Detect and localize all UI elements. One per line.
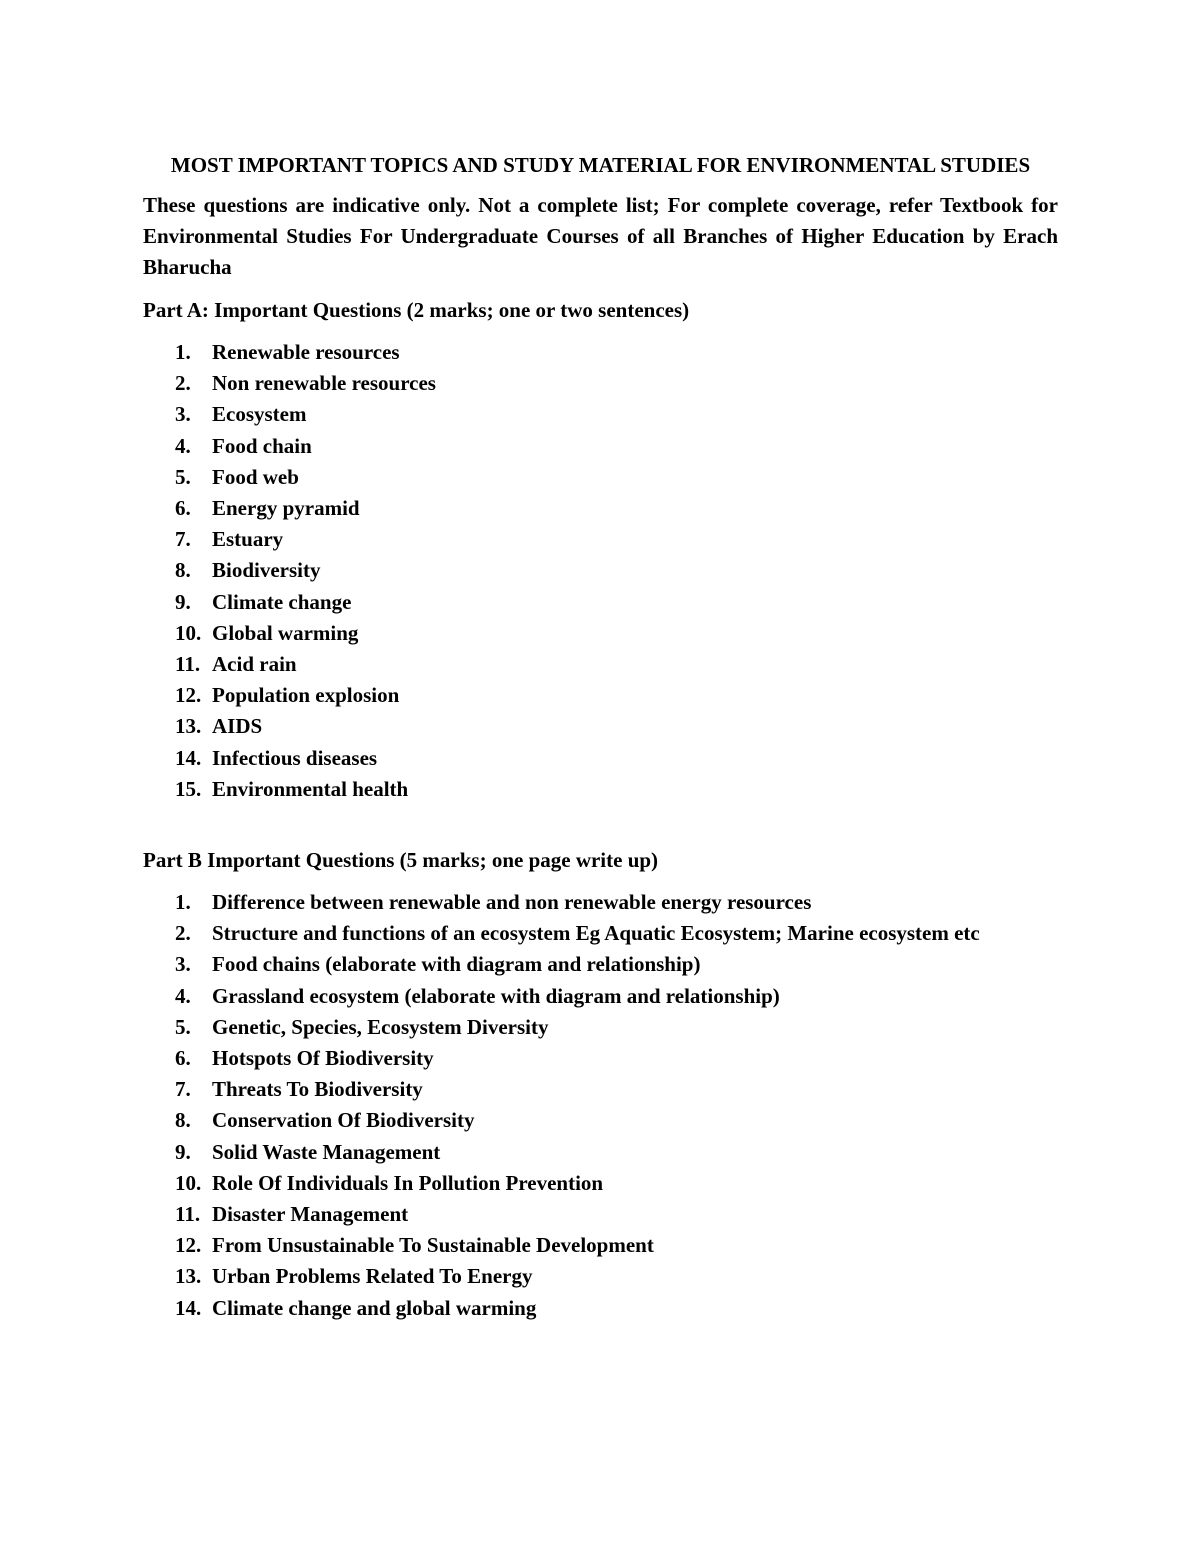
list-item-text: Conservation Of Biodiversity	[212, 1108, 475, 1133]
list-item	[143, 711, 1058, 742]
list-item	[143, 555, 1058, 586]
part-a-list	[143, 337, 1058, 805]
list-item-text: Infectious diseases	[212, 745, 378, 770]
list-item	[143, 918, 1058, 949]
list-item-text: Population explosion	[212, 683, 400, 708]
list-item-number: 10.	[175, 1170, 202, 1195]
list-item	[143, 1293, 1058, 1324]
list-item	[143, 337, 1058, 368]
list-item-text: Acid rain	[212, 652, 297, 677]
list-item-text: Renewable resources	[212, 340, 400, 364]
list-item	[143, 399, 1058, 430]
list-item-number: 5.	[175, 464, 191, 489]
list-item-number: 9.	[175, 1139, 191, 1164]
list-item-number: 4.	[175, 983, 191, 1008]
list-item-number: 13.	[175, 1264, 202, 1289]
list-item-text: Biodiversity	[212, 558, 321, 583]
list-item	[143, 1105, 1058, 1136]
list-item-number: 10.	[175, 620, 202, 645]
list-item	[143, 774, 1058, 805]
list-item-text: Environmental health	[212, 776, 409, 801]
list-item	[143, 368, 1058, 399]
list-item	[143, 1043, 1058, 1074]
list-item-text: Non renewable resources	[212, 371, 436, 396]
list-item	[143, 524, 1058, 555]
list-item	[143, 949, 1058, 980]
list-item-number: 1.	[175, 890, 191, 915]
list-item-text: AIDS	[212, 714, 263, 739]
list-item	[143, 1168, 1058, 1199]
list-item-text: Grassland ecosystem (elaborate with diagram and relationship)	[212, 983, 780, 1008]
list-item	[143, 680, 1058, 711]
list-item-number: 13.	[175, 714, 202, 739]
list-item-number: 2.	[175, 371, 191, 396]
list-item	[143, 618, 1058, 649]
list-item-number: 12.	[175, 1233, 202, 1258]
list-item-text: Role Of Individuals In Pollution Prevention	[212, 1170, 604, 1195]
list-item-text: Estuary	[212, 527, 284, 552]
list-item-text: Food chains (elaborate with diagram and relationship)	[212, 952, 701, 977]
list-item	[143, 1230, 1058, 1261]
list-item-text: Threats To Biodiversity	[212, 1077, 423, 1102]
list-item-number: 14.	[175, 745, 202, 770]
list-item	[143, 1137, 1058, 1168]
list-item-text: Climate change and global warming	[212, 1295, 537, 1320]
list-item-text: Ecosystem	[212, 402, 307, 427]
list-item-number: 1.	[175, 340, 191, 364]
list-item-text: Genetic, Species, Ecosystem Diversity	[212, 1014, 549, 1039]
list-item-number: 14.	[175, 1295, 202, 1320]
list-item	[143, 1261, 1058, 1292]
list-item	[143, 462, 1058, 493]
list-item-number: 6.	[175, 1046, 191, 1071]
list-item	[143, 431, 1058, 462]
list-item-number: 4.	[175, 433, 191, 458]
list-item	[143, 1199, 1058, 1230]
list-item-text: From Unsustainable To Sustainable Development	[212, 1233, 654, 1258]
list-item	[143, 887, 1058, 918]
list-item-text: Climate change	[212, 589, 352, 614]
list-item-number: 2.	[175, 921, 191, 946]
list-item	[143, 587, 1058, 618]
list-item-number: 8.	[175, 558, 191, 583]
list-item-number: 7.	[175, 527, 191, 552]
list-item-text: Food chain	[212, 433, 312, 458]
list-item	[143, 1074, 1058, 1105]
list-item-number: 6.	[175, 496, 191, 521]
document-page	[143, 150, 1058, 1324]
list-item-text: Disaster Management	[212, 1202, 409, 1227]
list-item-text: Structure and functions of an ecosystem Eg Aquatic Ecosystem; Marine ecosystem etc	[212, 921, 980, 946]
list-item-number: 3.	[175, 952, 191, 977]
list-item	[143, 493, 1058, 524]
list-item-text: Solid Waste Management	[212, 1139, 441, 1164]
list-item-number: 3.	[175, 402, 191, 427]
part-b-list	[143, 887, 1058, 1324]
list-item-text: Urban Problems Related To Energy	[212, 1264, 533, 1289]
list-item-text: Energy pyramid	[212, 496, 360, 521]
list-item	[143, 981, 1058, 1012]
document-title: MOST IMPORTANT TOPICS AND STUDY MATERIAL FOR ENVIRONMENTAL STUDIES	[170, 153, 1031, 177]
list-item-text: Hotspots Of Biodiversity	[212, 1046, 434, 1071]
intro-paragraph: These questions are indicative only. Not a complete list; For complete coverage, refer Textbook for Environmental Studies For Undergraduate Courses of all Branches of Higher Education by Erach Bharucha	[143, 193, 1058, 279]
list-item-text: Global warming	[212, 620, 359, 645]
list-item-text: Food web	[212, 464, 299, 489]
list-item-number: 8.	[175, 1108, 191, 1133]
list-item	[143, 649, 1058, 680]
list-item-text: Difference between renewable and non renewable energy resources	[212, 890, 812, 915]
list-item-number: 11.	[175, 652, 201, 677]
part-b-heading: Part B Important Questions (5 marks; one page write up)	[143, 848, 659, 873]
list-item-number: 9.	[175, 589, 191, 614]
part-a-heading: Part A: Important Questions (2 marks; one or two sentences)	[143, 298, 690, 322]
list-item-number: 5.	[175, 1014, 191, 1039]
list-item-number: 12.	[175, 683, 202, 708]
list-item	[143, 1012, 1058, 1043]
list-item-number: 15.	[175, 776, 202, 801]
list-item-number: 7.	[175, 1077, 191, 1102]
list-item-number: 11.	[175, 1202, 201, 1227]
list-item	[143, 743, 1058, 774]
